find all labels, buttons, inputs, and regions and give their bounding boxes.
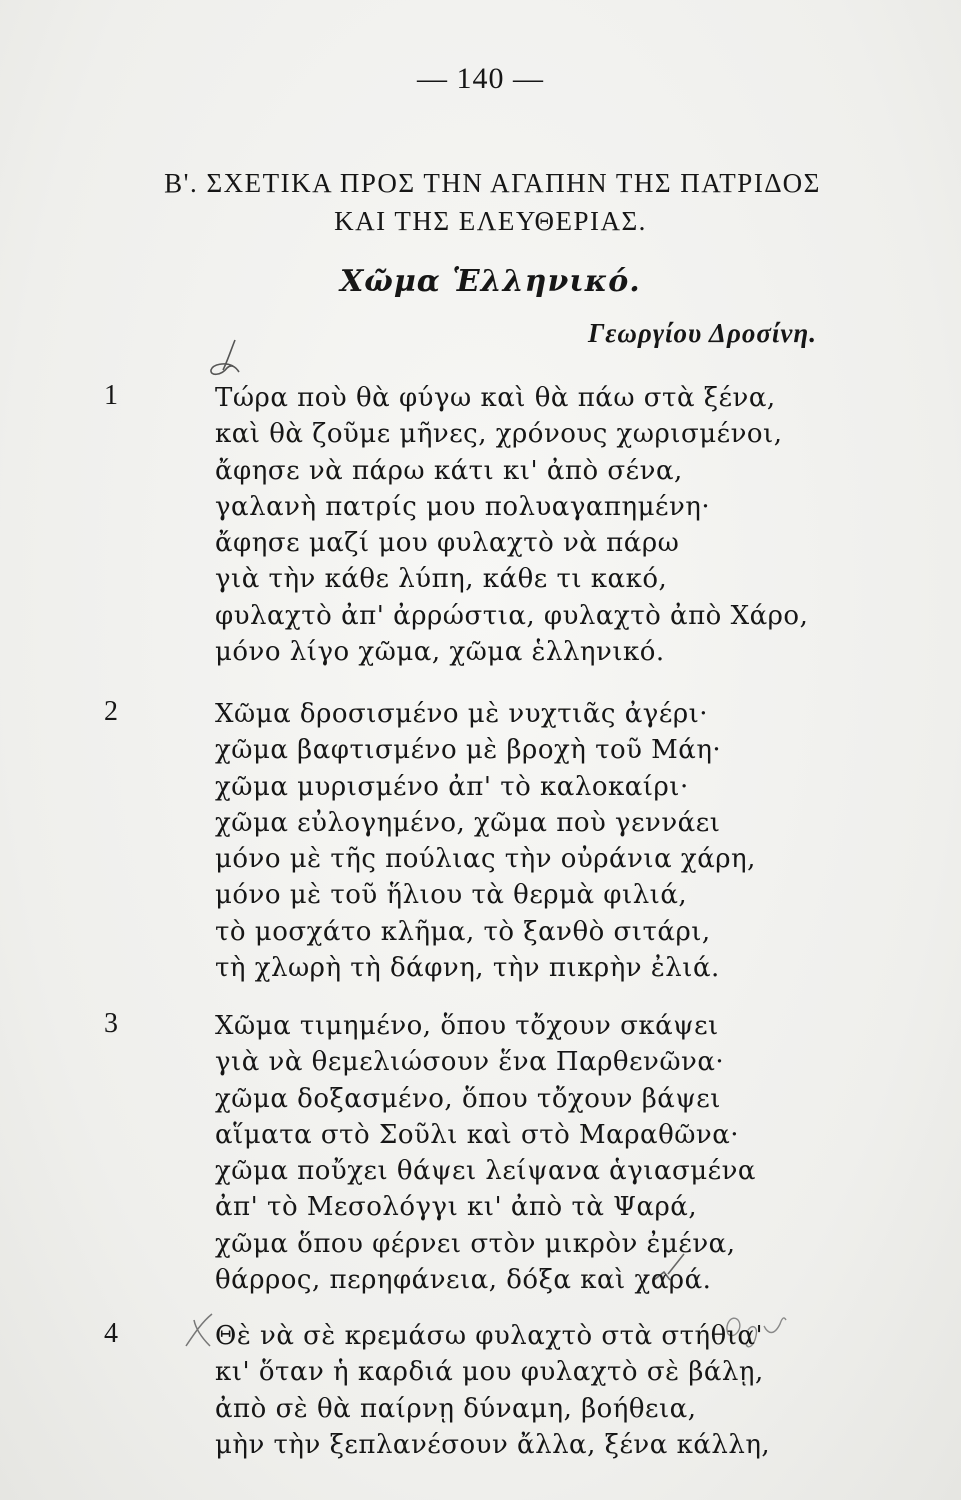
poem-line: τὴ χλωρὴ τὴ δάφνη, τὴν πικρὴν ἐλιά. bbox=[215, 953, 720, 984]
poem-line: χῶμα ποὔχει θάψει λείψανα ἁγιασμένα bbox=[215, 1156, 756, 1187]
section-title-line-1: Β'. ΣΧΕΤΙΚΑ ΠΡΟΣ ΤΗΝ ΑΓΑΠΗΝ ΤΗΣ ΠΑΤΡΙΔΟΣ bbox=[164, 168, 821, 198]
poem-line: χῶμα μυρισμένο ἀπ' τὸ καλοκαίρι· bbox=[215, 771, 689, 802]
poem-line: γιὰ τὴν κάθε λύπη, κάθε τι κακό, bbox=[215, 564, 668, 595]
stanza bbox=[215, 696, 775, 986]
poem-line: μόνο μὲ τῆς πούλιας τὴν οὐράνια χάρη, bbox=[215, 844, 756, 875]
stanza-number: 2 bbox=[104, 696, 118, 727]
page-number: — 140 — bbox=[417, 62, 544, 95]
poem-line: ἄφησε μαζί μου φυλαχτὸ νὰ πάρω bbox=[215, 528, 680, 559]
poem-line: Τώρα ποὺ θὰ φύγω καὶ θὰ πάω στὰ ξένα, bbox=[215, 383, 776, 413]
poem-line: τὸ μοσχάτο κλῆμα, τὸ ξανθὸ σιτάρι, bbox=[215, 916, 711, 947]
poem-line: μόνο μὲ τοῦ ἥλιου τὰ θερμὰ φιλιά, bbox=[215, 880, 688, 911]
handwritten-x-mark bbox=[180, 1310, 220, 1350]
stanza-number: 3 bbox=[104, 1008, 118, 1039]
poem-line: Χῶμα τιμημένο, ὅπου τὄχουν σκάψει bbox=[215, 1011, 719, 1041]
poem-line: κι' ὅταν ἡ καρδιά μου φυλαχτὸ σὲ βάλῃ, bbox=[215, 1357, 764, 1388]
handwritten-alpha-mark bbox=[205, 336, 245, 378]
poem-line: φυλαχτὸ ἀπ' ἀρρώστια, φυλαχτὸ ἀπὸ Χάρο, bbox=[215, 600, 809, 631]
poem-line: χῶμα ὅπου φέρνει στὸν μικρὸν ἐμένα, bbox=[215, 1228, 736, 1259]
stanza bbox=[215, 1008, 775, 1298]
author-name: Γεωργίου Δροσίνη. bbox=[588, 318, 817, 348]
poem-line: Θὲ νὰ σὲ κρεμάσω φυλαχτὸ στὰ στήθια' bbox=[215, 1321, 764, 1351]
poem-line: γαλανὴ πατρίς μου πολυαγαπημένη· bbox=[215, 491, 711, 522]
poem-title: Χῶμα Ἑλληνικό. bbox=[340, 264, 641, 299]
poem-line: Χῶμα δροσισμένο μὲ νυχτιᾶς ἀγέρι· bbox=[215, 699, 709, 729]
poem-line: μόνο λίγο χῶμα, χῶμα ἑλληνικό. bbox=[215, 637, 665, 668]
poem-line: χῶμα εὐλογημένο, χῶμα ποὺ γεννάει bbox=[215, 807, 721, 838]
poem-line: ἀπὸ σὲ θὰ παίρνῃ δύναμη, βοήθεια, bbox=[215, 1393, 697, 1424]
poem-line: χῶμα δοξασμένο, ὅπου τὄχουν βάψει bbox=[215, 1083, 721, 1114]
section-title-line-2: ΚΑΙ ΤΗΣ ΕΛΕΥΘΕΡΙΑΣ. bbox=[334, 206, 647, 236]
poem-line: θάρρος, περηφάνεια, δόξα καὶ χαρά. bbox=[215, 1265, 712, 1296]
poem-line: μὴν τὴν ξεπλανέσουν ἄλλα, ξένα κάλλη, bbox=[215, 1429, 771, 1460]
poem-line: χῶμα βαφτισμένο μὲ βροχὴ τοῦ Μάη· bbox=[215, 735, 722, 766]
poem-line: γιὰ νὰ θεμελιώσουν ἕνα Παρθενῶνα· bbox=[215, 1047, 725, 1078]
poem-line: ἄφησε νὰ πάρω κάτι κι' ἀπὸ σένα, bbox=[215, 455, 683, 486]
poem-line: καὶ θὰ ζοῦμε μῆνες, χρόνους χωρισμένοι, bbox=[215, 419, 783, 450]
poem-line: αἵματα στὸ Σοῦλι καὶ στὸ Μαραθῶνα· bbox=[215, 1119, 740, 1150]
stanza-number: 1 bbox=[104, 380, 118, 411]
poem-line: ἀπ' τὸ Μεσολόγγι κι' ἀπὸ τὰ Ψαρά, bbox=[215, 1192, 698, 1223]
stanza bbox=[215, 380, 809, 670]
stanza bbox=[215, 1318, 775, 1463]
stanza-number: 4 bbox=[104, 1318, 118, 1349]
